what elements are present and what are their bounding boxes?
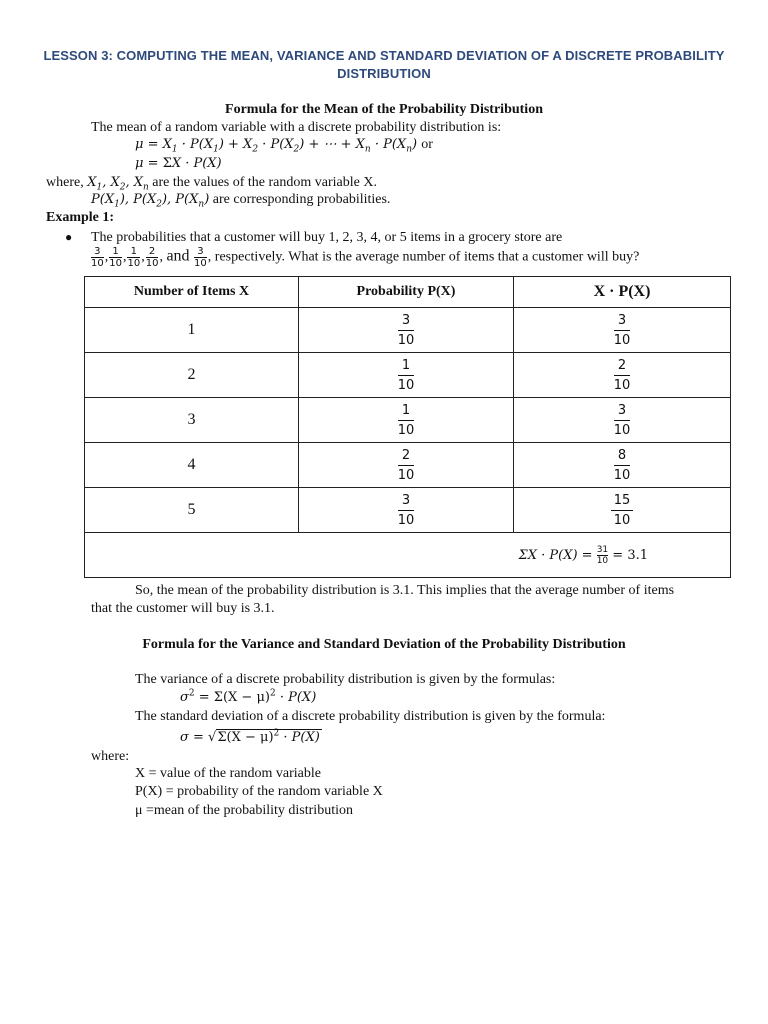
- cell-px: $\frac{1}{10}$: [299, 398, 514, 443]
- example-fraction: $\frac{1}{10}$: [127, 246, 141, 269]
- p-variables: $P(X_1)$, $P(X_2)$, $P(X_n)$: [91, 192, 210, 210]
- def-mu: μ =mean of the probability distribution: [135, 803, 353, 818]
- example-fraction: $\frac{3}{10}$: [91, 246, 104, 269]
- sd-intro: The standard deviation of a discrete probability distribution is given by the formula:: [135, 709, 606, 724]
- sum-fraction: $\frac{31}{10}$: [596, 544, 609, 566]
- cell-xpx: $\frac{8}{10}$: [514, 443, 731, 488]
- variance-heading: Formula for the Variance and Standard Deviation of the Probability Distribution: [142, 637, 626, 652]
- table-row: [85, 488, 731, 533]
- or-text: or: [421, 137, 433, 152]
- cell-px: $\frac{3}{10}$: [299, 308, 514, 353]
- mean-heading: Formula for the Mean of the Probability Distribution: [225, 102, 543, 117]
- cell-xpx: $\frac{15}{10}$: [514, 488, 731, 533]
- def-px: P(X) = probability of the random variable X: [135, 784, 383, 799]
- def-x: X = value of the random variable: [135, 766, 321, 781]
- header-x: Number of Items X: [85, 277, 299, 308]
- mean-formula-sigma: μ = ΣX · P(X): [135, 156, 222, 171]
- mean-formula-expanded: $\mu = X_1 \cdot P(X_1) + X_2 \cdot P(X_2)$ + ⋯ + $X_n \cdot P(X_n)$ or: [135, 137, 433, 155]
- table-sum-row: [85, 533, 731, 578]
- variance-formula: $\sigma^2 = \Sigma(X - \mu)^2 \cdot P(X)$: [180, 688, 317, 705]
- where-probs-text: are corresponding probabilities.: [212, 192, 391, 207]
- sum-cell: [85, 533, 731, 578]
- header-xpx: X · P(X): [514, 277, 731, 308]
- example-fraction: $\frac{2}{10}$: [145, 246, 159, 269]
- bullet-icon: ●: [65, 230, 73, 244]
- cell-x: 2: [85, 353, 299, 398]
- example-line1: The probabilities that a customer will buy 1, 2, 3, 4, or 5 items in a grocery store are: [91, 230, 563, 245]
- lesson-title: LESSON 3: COMPUTING THE MEAN, VARIANCE AND STANDARD DEVIATION OF A DISCRETE PROBABILITY DISTRIBUTION: [43, 48, 725, 81]
- cell-x: 5: [85, 488, 299, 533]
- example-label: Example 1:: [46, 210, 115, 225]
- mean-intro: The mean of a random variable with a discrete probability distribution is:: [91, 120, 502, 135]
- cell-xpx: $\frac{3}{10}$: [514, 398, 731, 443]
- where-values-line: [46, 175, 377, 191]
- table-row: [85, 443, 731, 488]
- example-line2-tail: respectively. What is the average number of items that a customer will buy?: [214, 249, 640, 265]
- conclusion-line1: So, the mean of the probability distribution is 3.1. This implies that the average number of items: [135, 583, 675, 598]
- example-line2: $\frac{3}{10}$ , $\frac{1}{10}$ , $\frac{1}{10}$ , $\frac{2}{10}$ , and $\frac{3}{10}$ , respectively. What is the average number of items that a customer will buy?: [91, 246, 640, 269]
- table-row: [85, 353, 731, 398]
- x-variables: $X_1$, $X_2$, $X_n$: [87, 175, 149, 193]
- example-fraction: $\frac{1}{10}$: [109, 246, 122, 269]
- variance-intro: The variance of a discrete probability distribution is given by the formulas:: [135, 672, 556, 687]
- cell-xpx: $\frac{2}{10}$: [514, 353, 731, 398]
- probability-table: [84, 276, 731, 578]
- and-text: and: [166, 247, 190, 265]
- example-fraction: $\frac{3}{10}$: [194, 246, 207, 269]
- cell-px: $\frac{3}{10}$: [299, 488, 514, 533]
- where-values-text: are the values of the random variable X.: [152, 175, 377, 190]
- cell-x: 1: [85, 308, 299, 353]
- header-px: Probability P(X): [299, 277, 514, 308]
- cell-xpx: $\frac{3}{10}$: [514, 308, 731, 353]
- where-label-2: where:: [91, 749, 130, 764]
- where-label: where,: [46, 175, 84, 190]
- sd-formula: $\sigma = √\Sigma(X - \mu)^2 \cdot P(X)$: [180, 728, 320, 745]
- cell-x: 4: [85, 443, 299, 488]
- conclusion-line2: that the customer will buy is 3.1.: [91, 601, 275, 616]
- where-probs-line: [91, 192, 390, 208]
- table-row: [85, 308, 731, 353]
- cell-x: 3: [85, 398, 299, 443]
- table-row: [85, 398, 731, 443]
- table-header-row: [85, 277, 731, 308]
- sum-expression: ΣX · P(X) = $\frac{31}{10} = 3.1$: [518, 544, 648, 566]
- cell-px: $\frac{1}{10}$: [299, 353, 514, 398]
- cell-px: $\frac{2}{10}$: [299, 443, 514, 488]
